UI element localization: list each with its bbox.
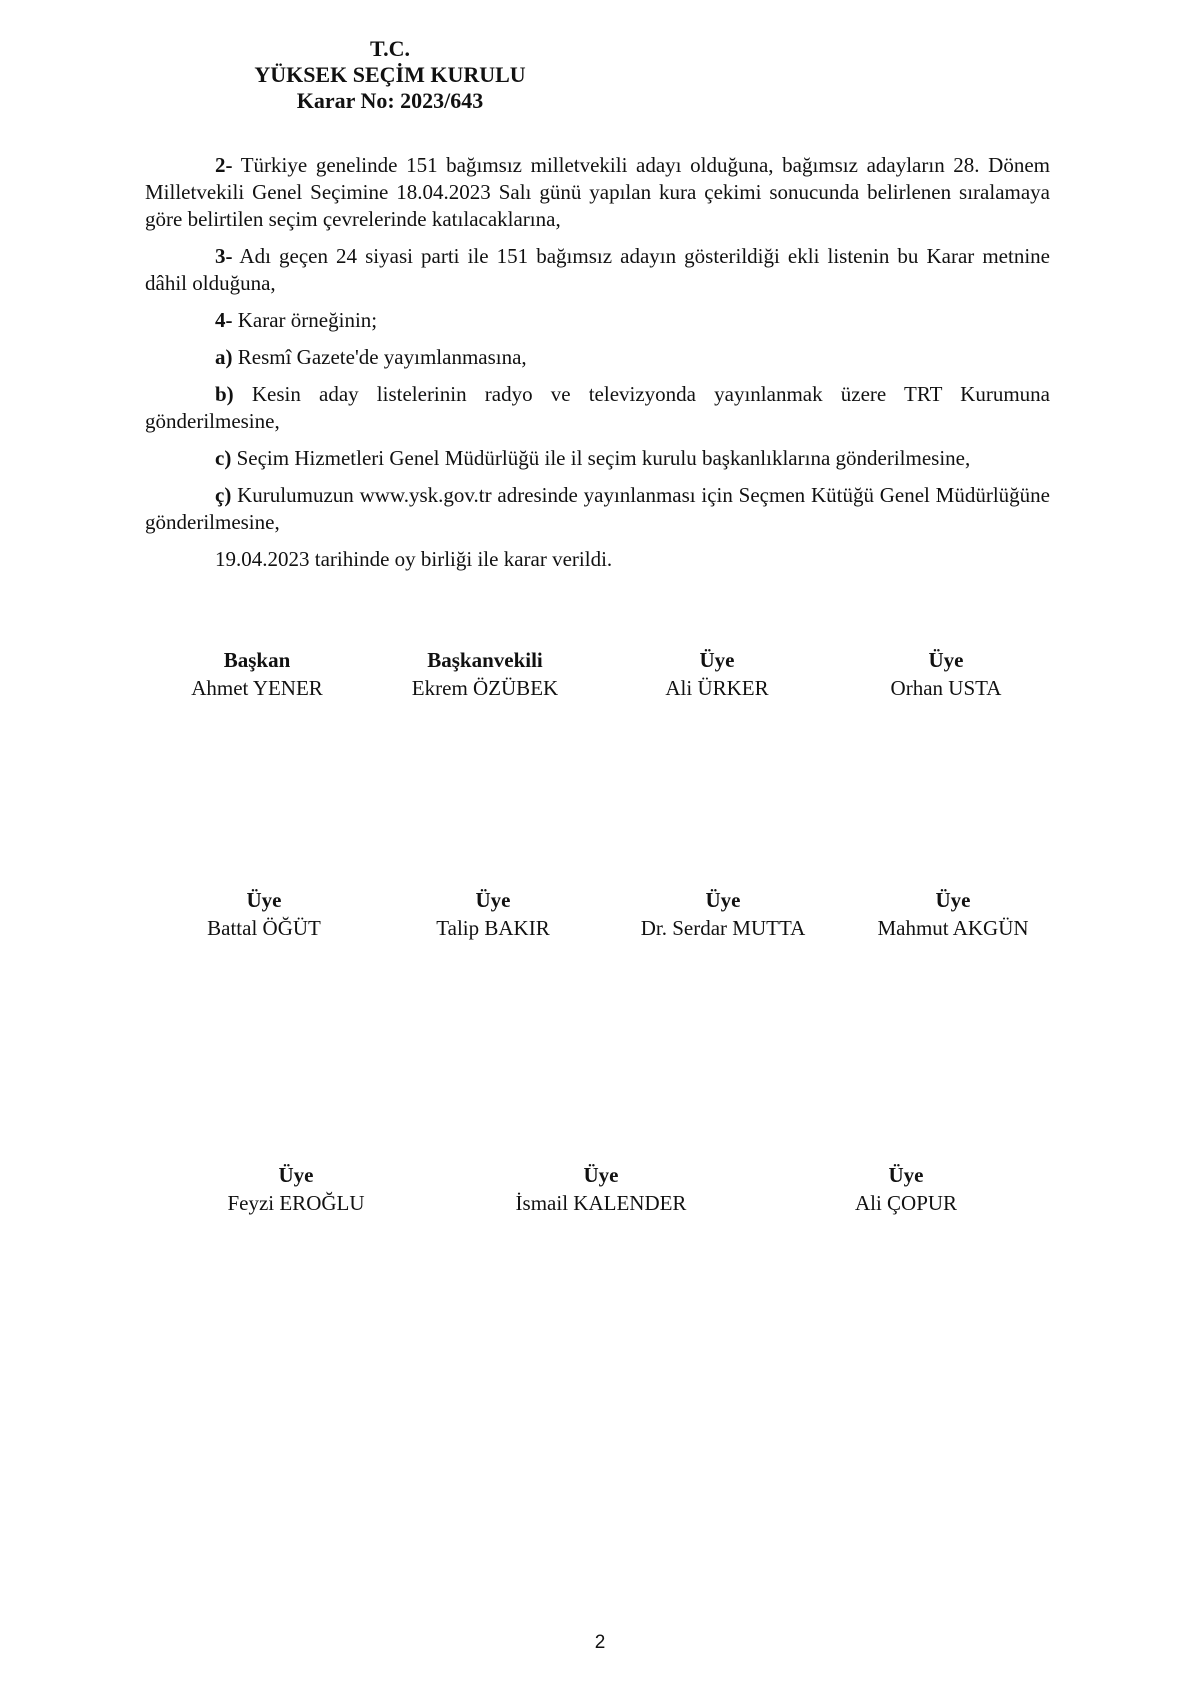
- paragraph-text: Kesin aday listelerinin radyo ve televizyonda yayınlanmak üzere TRT Kurumuna gönderilmesine,: [145, 382, 1050, 433]
- signature-row-3: [0, 1161, 1200, 1221]
- signature-block: [127, 646, 387, 702]
- paragraph-text: Adı geçen 24 siyasi parti ile 151 bağımsız adayın gösterildiği ekli listenin bu Karar metnine dâhil olduğuna,: [145, 244, 1050, 295]
- signature-role: Üye: [246, 888, 282, 912]
- paragraph-2: [145, 152, 1050, 233]
- signature-block: [816, 646, 1076, 702]
- signature-block: [471, 1161, 731, 1217]
- signature-block: [593, 886, 853, 942]
- signature-name: Dr. Serdar MUTTA: [640, 916, 806, 940]
- paragraph-marker: 4-: [215, 308, 233, 332]
- signature-name: Mahmut AKGÜN: [877, 916, 1029, 940]
- paragraph-marker: b): [215, 382, 234, 406]
- paragraph-marker: a): [215, 345, 233, 369]
- signature-block: [587, 646, 847, 702]
- signature-row-1: [0, 646, 1200, 706]
- paragraph-4cc: [145, 482, 1050, 536]
- header-institution: YÜKSEK SEÇİM KURULU: [254, 62, 526, 87]
- signature-role: Üye: [699, 648, 735, 672]
- paragraph-4c: [145, 445, 1050, 472]
- paragraph-4: [145, 307, 1050, 334]
- paragraph-text: Kurulumuzun www.ysk.gov.tr adresinde yayınlanması için Seçmen Kütüğü Genel Müdürlüğüne gönderilmesine,: [145, 483, 1050, 534]
- signature-name: Battal ÖĞÜT: [207, 916, 321, 940]
- paragraph-text: 19.04.2023 tarihinde oy birliği ile karar verildi.: [215, 547, 613, 571]
- signature-name: Ahmet YENER: [191, 676, 323, 700]
- paragraph-text: Karar örneğinin;: [232, 308, 378, 332]
- signature-block: [776, 1161, 1036, 1217]
- signature-block: [363, 886, 623, 942]
- signature-role: Başkanvekili: [427, 648, 543, 672]
- paragraph-text: Türkiye genelinde 151 bağımsız milletvekili adayı olduğuna, bağımsız adayların 28. Dönem Milletvekili Genel Seçimine 18.04.2023 Salı günü yapılan kura çekimi sonucunda belirlenen sıralamaya göre belirtilen seçim çevrelerinde katılacaklarına,: [145, 153, 1050, 231]
- signature-role: Üye: [475, 888, 511, 912]
- signature-role: Başkan: [223, 648, 291, 672]
- signature-block: [134, 886, 394, 942]
- signature-role: Üye: [278, 1163, 314, 1187]
- header-decision-number: Karar No: 2023/643: [296, 88, 484, 113]
- paragraph-marker: ç): [215, 483, 232, 507]
- signature-name: Orhan USTA: [890, 676, 1002, 700]
- signature-role: Üye: [928, 648, 964, 672]
- signature-name: İsmail KALENDER: [515, 1191, 687, 1215]
- paragraph-conclusion: [145, 546, 1050, 573]
- paragraph-text: Resmî Gazete'de yayımlanmasına,: [232, 345, 527, 369]
- paragraph-marker: 2-: [215, 153, 233, 177]
- document-header: [0, 36, 780, 114]
- signature-name: Ali ÜRKER: [665, 676, 769, 700]
- signature-role: Üye: [583, 1163, 619, 1187]
- signature-block: [166, 1161, 426, 1217]
- signature-name: Feyzi EROĞLU: [227, 1191, 365, 1215]
- paragraph-3: [145, 243, 1050, 297]
- signature-name: Ali ÇOPUR: [854, 1191, 958, 1215]
- page-number: 2: [594, 1632, 606, 1653]
- header-tc: T.C.: [370, 36, 410, 61]
- signature-block: [823, 886, 1083, 942]
- signature-row-2: [0, 886, 1200, 946]
- paragraph-marker: c): [215, 446, 232, 470]
- paragraph-marker: 3-: [215, 244, 233, 268]
- signature-block: [355, 646, 615, 702]
- signature-role: Üye: [888, 1163, 924, 1187]
- signature-role: Üye: [935, 888, 971, 912]
- signature-name: Talip BAKIR: [436, 916, 550, 940]
- paragraph-4b: [145, 381, 1050, 435]
- signature-name: Ekrem ÖZÜBEK: [411, 676, 559, 700]
- signature-role: Üye: [705, 888, 741, 912]
- paragraph-4a: [145, 344, 1050, 371]
- decision-body: [145, 152, 1050, 583]
- paragraph-text: Seçim Hizmetleri Genel Müdürlüğü ile il seçim kurulu başkanlıklarına gönderilmesine,: [231, 446, 971, 470]
